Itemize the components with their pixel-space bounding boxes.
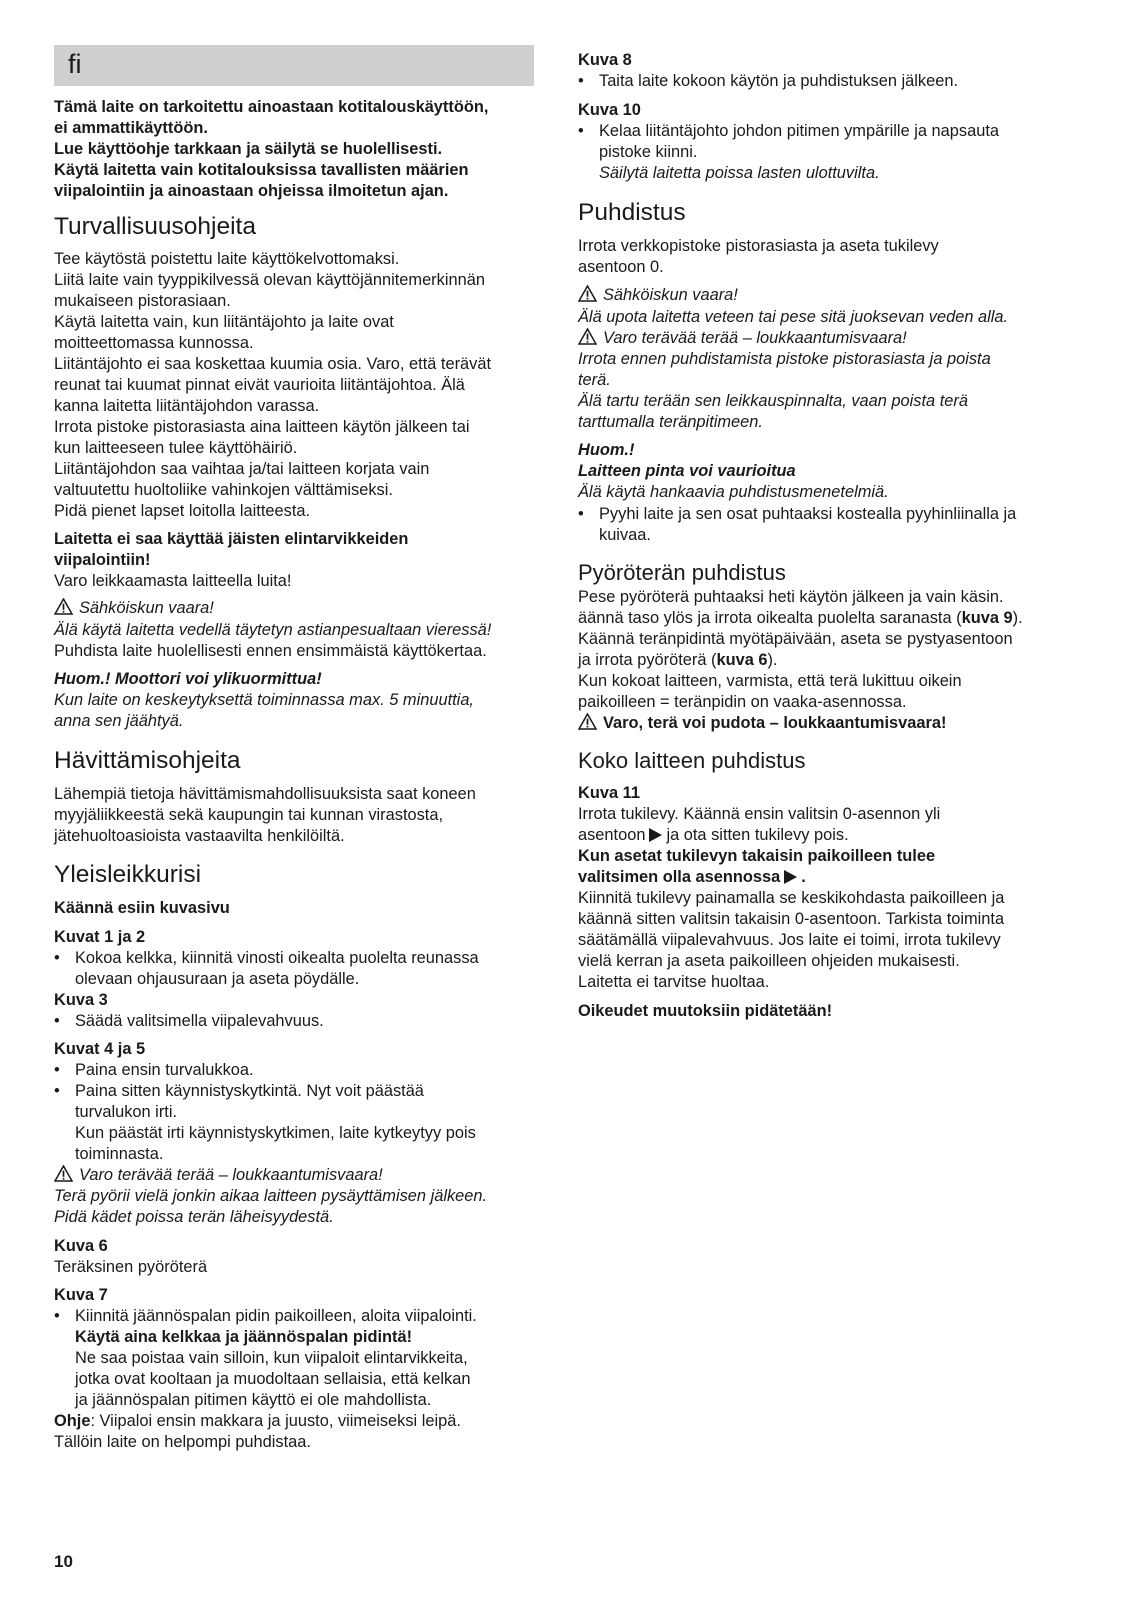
tip-label: Ohje: [54, 1412, 91, 1430]
whole-bold: Kun asetat tukilevyn takaisin paikoilleen tulee: [578, 847, 936, 865]
safety-line: Tee käytöstä poistettu laite käyttökelvottomaksi.: [54, 250, 400, 268]
figure-label: Kuvat 1 ja 2: [54, 928, 146, 946]
section-title-disposal: Hävittämisohjeita: [54, 747, 241, 774]
fig8-text: Taita laite kokoon käytön ja puhdistuksen jälkeen.: [599, 72, 959, 90]
safety-line: moitteettomassa kunnossa.: [54, 334, 254, 352]
frozen-warning: Laitetta ei saa käyttää jäisten elintarvikkeiden: [54, 530, 409, 548]
fig7-bold: Käytä aina kelkkaa ja jäännöspalan pidintä!: [75, 1328, 413, 1346]
whole-bold-text: valitsimen olla asennossa: [578, 868, 781, 886]
warning-icon: [578, 285, 597, 302]
fig45-text: turvalukon irti.: [75, 1103, 178, 1121]
clean-text: asentoon 0.: [578, 258, 664, 276]
fig7-text: ja jäännöspalan pitimen käyttö ei ole mahdollista.: [75, 1391, 432, 1409]
shock-warning-title: [54, 598, 214, 619]
motor-warning-title: Huom.! Moottori voi ylikuormittua!: [54, 670, 322, 688]
bullet-icon: •: [578, 505, 584, 523]
shock-title-text: Sähköiskun vaara!: [603, 286, 738, 304]
motor-text: anna sen jäähtyä.: [54, 712, 184, 730]
blade-text: Terä pyörii vielä jonkin aikaa laitteen pysäyttämisen jälkeen.: [54, 1187, 488, 1205]
intro-line: Tämä laite on tarkoitettu ainoastaan kotitalouskäyttöön,: [54, 98, 489, 116]
fig45-text: toiminnasta.: [75, 1145, 164, 1163]
blade-drop-warning: [578, 713, 946, 734]
figure-ref: kuva 9: [961, 609, 1013, 627]
rights-reserved: Oikeudet muutoksiin pidätetään!: [578, 1002, 833, 1020]
figure-label: Kuva 11: [578, 784, 640, 802]
bullet-icon: •: [578, 122, 584, 140]
safety-line: Käytä laitetta vain, kun liitäntäjohto ja laite ovat: [54, 313, 394, 331]
safety-line: kun laitteeseen tulee käyttöhäiriö.: [54, 439, 298, 457]
fig6-text: Teräksinen pyöröterä: [54, 1258, 208, 1276]
whole-line: Kiinnitä tukilevy painamalla se keskikohdasta paikoilleen ja: [578, 889, 1005, 907]
clean-text: Irrota verkkopistoke pistorasiasta ja aseta tukilevy: [578, 237, 939, 255]
clean-first-text: Puhdista laite huolellisesti ennen ensimmäistä käyttökertaa.: [54, 642, 487, 660]
wipe-text: kuivaa.: [599, 526, 651, 544]
blade-text: Älä tartu terään sen leikkauspinnalta, vaan poista terä: [578, 392, 968, 410]
fig7-text: Kiinnitä jäännöspalan pidin paikoilleen, aloita viipalointi.: [75, 1307, 477, 1325]
motor-text: Kun laite on keskeytyksettä toiminnassa max. 5 minuuttia,: [54, 691, 474, 709]
blade-title-text: Varo terävää terää – loukkaantumisvaara!: [79, 1166, 383, 1184]
figure-label: Kuva 8: [578, 51, 632, 69]
section-title-blade-cleaning: Pyöröterän puhdistus: [578, 560, 786, 585]
tip-text: : Viipaloi ensin makkara ja juusto, viimeiseksi leipä.: [90, 1412, 461, 1430]
bullet-icon: •: [54, 1012, 60, 1030]
safety-line: valtuutettu huoltoliike vahinkojen välttämiseksi.: [54, 481, 393, 499]
whole-line: vielä kerran ja aseta paikoilleen ohjeiden mukaisesti.: [578, 952, 960, 970]
blade-drop-text: Varo, terä voi pudota – loukkaantumisvaara!: [603, 714, 947, 732]
fig10-text: pistoke kiinni.: [599, 143, 698, 161]
bullet-icon: •: [54, 1061, 60, 1079]
fold-out-note: Käännä esiin kuvasivu: [54, 899, 230, 917]
blade-clean-line: paikoilleen = teränpidin on vaaka-asennossa.: [578, 693, 907, 711]
language-code: fi: [68, 49, 82, 79]
bullet-icon: •: [54, 949, 60, 967]
blade-warning-title: [578, 328, 907, 349]
bc-text: äännä taso ylös ja irrota oikealta puolelta saranasta (: [578, 609, 962, 627]
figure-label: Kuva 6: [54, 1237, 108, 1255]
blade-title-text: Varo terävää terää – loukkaantumisvaara!: [603, 329, 907, 347]
warning-icon: [54, 1165, 73, 1182]
blade-text: Irrota ennen puhdistamista pistoke pistorasiasta ja poista: [578, 350, 991, 368]
fig12-text: olevaan ohjausuraan ja aseta pöydälle.: [75, 970, 360, 988]
safety-line: Liitäntäjohto ei saa koskettaa kuumia osia. Varo, että terävät: [54, 355, 492, 373]
safety-line: Liitäntäjohdon saa vaihtaa ja/tai laitteen korjata vain: [54, 460, 430, 478]
bullet-icon: •: [578, 72, 584, 90]
blade-text: Pidä kädet poissa terän läheisyydestä.: [54, 1208, 334, 1226]
blade-text: tarttumalla teränpitimeen.: [578, 413, 763, 431]
bc-text: ).: [1012, 609, 1023, 627]
bullet-icon: •: [54, 1307, 60, 1325]
safety-line: Pidä pienet lapset loitolla laitteesta.: [54, 502, 311, 520]
whole-text: asentoon: [578, 826, 646, 844]
shock-title-text: Sähköiskun vaara!: [79, 599, 214, 617]
figure-label: Kuva 3: [54, 991, 108, 1009]
tip-line: [54, 1411, 461, 1432]
whole-text: ja ota sitten tukilevy pois.: [666, 826, 849, 844]
whole-bold: [578, 867, 806, 888]
intro-line: Käytä laitetta vain kotitalouksissa tavallisten määrien: [54, 161, 469, 179]
page-number: 10: [54, 1552, 73, 1571]
blade-clean-line: [578, 608, 1023, 629]
bones-warning: Varo leikkaamasta laitteella luita!: [54, 572, 292, 590]
safety-line: reunat tai kuumat pinnat eivät vaurioita liitäntäjohtoa. Älä: [54, 376, 465, 394]
disposal-line: Lähempiä tietoja hävittämismahdollisuuksista saat koneen: [54, 785, 476, 803]
bc-text: ja irrota pyöröterä (: [578, 651, 717, 669]
fig3-text: Säädä valitsimella viipalevahvuus.: [75, 1012, 324, 1030]
fig7-text: Ne saa poistaa vain silloin, kun viipaloit elintarvikkeita,: [75, 1349, 468, 1367]
blade-clean-line: Pese pyöröterä puhtaaksi heti käytön jälkeen ja vain käsin.: [578, 588, 1004, 606]
tip-line: Tällöin laite on helpompi puhdistaa.: [54, 1433, 311, 1451]
frozen-warning: viipalointiin!: [54, 551, 151, 569]
note-title: Huom.!: [578, 441, 635, 459]
safety-line: mukaiseen pistorasiaan.: [54, 292, 231, 310]
figure-label: Kuva 7: [54, 1286, 108, 1304]
fig12-text: Kokoa kelkka, kiinnitä vinosti oikealta puolelta reunassa: [75, 949, 479, 967]
note-text: Älä käytä hankaavia puhdistusmenetelmiä.: [578, 483, 889, 501]
disposal-line: myyjäliikkeestä sekä kaupungin tai kunnan virastosta,: [54, 806, 444, 824]
bc-text: ).: [767, 651, 778, 669]
whole-line: Irrota tukilevy. Käännä ensin valitsin 0-asennon yli: [578, 805, 941, 823]
wipe-text: Pyyhi laite ja sen osat puhtaaksi kostealla pyyhinliinalla ja: [599, 505, 1017, 523]
fig45-text: Paina sitten käynnistyskytkintä. Nyt voit päästää: [75, 1082, 424, 1100]
period: .: [801, 868, 806, 886]
warning-icon: [54, 598, 73, 615]
safety-line: Irrota pistoke pistorasiasta aina laitteen käytön jälkeen tai: [54, 418, 470, 436]
whole-line: säätämällä viipalevahvuus. Jos laite ei toimi, irrota tukilevy: [578, 931, 1001, 949]
bullet-icon: •: [54, 1082, 60, 1100]
play-arrow-icon: [784, 870, 797, 884]
figure-ref: kuva 6: [716, 651, 768, 669]
warning-icon: [578, 713, 597, 730]
figure-label: Kuvat 4 ja 5: [54, 1040, 146, 1058]
section-title-cleaning: Puhdistus: [578, 199, 686, 226]
section-title-whole-cleaning: Koko laitteen puhdistus: [578, 748, 806, 773]
whole-line: Laitetta ei tarvitse huoltaa.: [578, 973, 770, 991]
whole-line: käännä sitten valitsin takaisin 0-asentoon. Tarkista toiminta: [578, 910, 1005, 928]
safety-line: Liitä laite vain tyyppikilvessä olevan käyttöjännitemerkinnän: [54, 271, 485, 289]
note-subtitle: Laitteen pinta voi vaurioitua: [578, 462, 796, 480]
fig45-text: Kun päästät irti käynnistyskytkimen, laite kytkeytyy pois: [75, 1124, 476, 1142]
blade-clean-line: Kun kokoat laitteen, varmista, että terä lukittuu oikein: [578, 672, 962, 690]
warning-icon: [578, 328, 597, 345]
shock-text: Älä käytä laitetta vedellä täytetyn astianpesualtaan vieressä!: [54, 621, 492, 639]
blade-clean-line: Käännä teränpidintä myötäpäivään, aseta se pystyasentoon: [578, 630, 1013, 648]
fig45-text: Paina ensin turvalukkoa.: [75, 1061, 254, 1079]
figure-label: Kuva 10: [578, 101, 641, 119]
shock-text: Älä upota laitetta veteen tai pese sitä juoksevan veden alla.: [578, 308, 1009, 326]
disposal-line: jätehuoltoasioista vastaavilta henkilöiltä.: [54, 827, 345, 845]
blade-clean-line: [578, 650, 778, 671]
fig7-text: jotka ovat kooltaan ja muodoltaan sellaisia, että kelkan: [75, 1370, 471, 1388]
blade-text: terä.: [578, 371, 611, 389]
blade-warning-title: [54, 1165, 383, 1186]
safety-line: kanna laitetta liitäntäjohdon varassa.: [54, 397, 320, 415]
intro-line: ei ammattikäyttöön.: [54, 119, 208, 137]
shock-warning-title: [578, 285, 738, 306]
fig10-text: Kelaa liitäntäjohto johdon pitimen ympärille ja napsauta: [599, 122, 1000, 140]
section-title-slicer: Yleisleikkurisi: [54, 861, 202, 888]
language-tab: [54, 45, 534, 86]
whole-line: [578, 825, 849, 846]
intro-line: viipalointiin ja ainoastaan ohjeissa ilmoitetun ajan.: [54, 182, 449, 200]
intro-line: Lue käyttöohje tarkkaan ja säilytä se huolellisesti.: [54, 140, 443, 158]
play-arrow-icon: [649, 828, 662, 842]
section-title-safety: Turvallisuusohjeita: [54, 213, 256, 240]
fig10-italic: Säilytä laitetta poissa lasten ulottuvilta.: [599, 164, 880, 182]
